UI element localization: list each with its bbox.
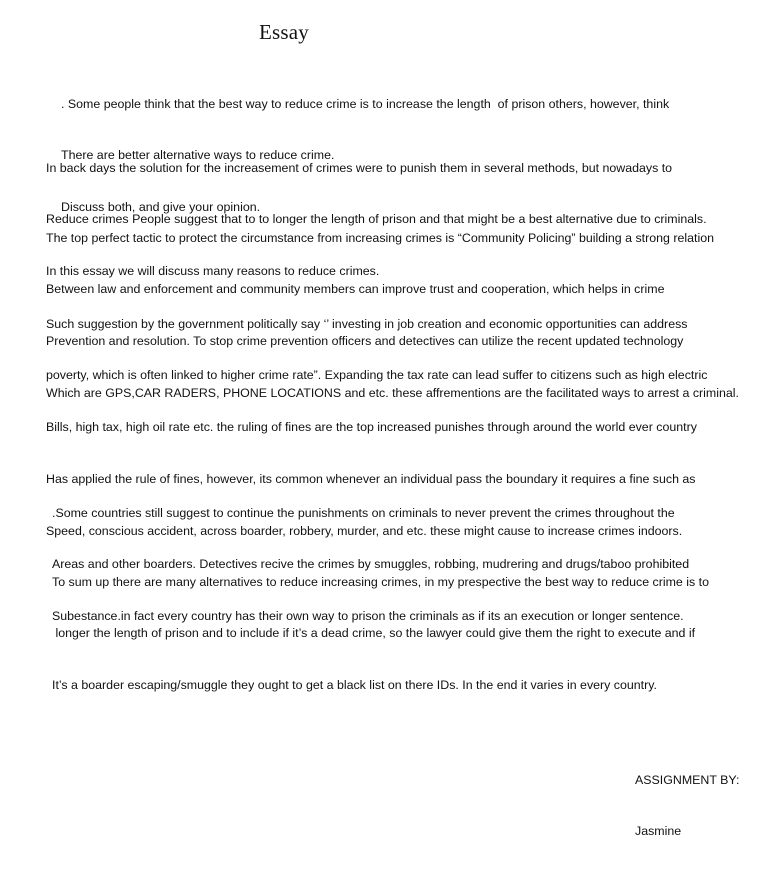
prompt-line: Discuss both, and give your opinion. — [61, 200, 261, 215]
paragraph-line: poverty, which is often linked to higher crime rate”. Expanding the tax rate can lead suffer to citizens such as high electric — [46, 368, 708, 383]
signature-label: ASSIGNMENT BY: — [635, 772, 740, 787]
paragraph-line: Has applied the rule of fines, however, its common whenever an individual pass the boundary it requires a fine such as — [46, 472, 696, 487]
paragraph-line: Subestance.in fact every country has their own way to prison the criminals as if its an execution or longer sentence. — [52, 609, 684, 624]
paragraph-line: It’s a boarder escaping/smuggle they ought to get a black list on there IDs. In the end it varies in every country. — [52, 678, 657, 693]
prompt-line: . Some people think that the best way to reduce crime is to increase the length of prison others, however, think — [61, 96, 670, 111]
conclusion-paragraph — [52, 539, 709, 729]
signature-block — [635, 737, 739, 875]
paragraph-line: longer the length of prison and to include if it’s a dead crime, so the lawyer could give them the right to execute and if — [52, 626, 696, 641]
paragraph-line: Areas and other boarders. Detectives recive the crimes by smuggles, robbing, mudrering and drugs/taboo prohibited — [52, 557, 690, 572]
paragraph-line: .Some countries still suggest to continue the punishments on criminals to never prevent the crimes throughout the — [52, 505, 675, 520]
paragraph-line: Between law and enforcement and community members can improve trust and cooperation, which helps in crime — [46, 282, 665, 297]
paragraph-line: In this essay we will discuss many reasons to reduce crimes. — [46, 264, 380, 279]
paragraph-line: Bills, high tax, high oil rate etc. the ruling of fines are the top increased punishes through around the world ever country — [46, 420, 697, 435]
paragraph-line: Such suggestion by the government politically say ‘’ investing in job creation and economic opportunities can address — [46, 316, 688, 331]
author-name: Jasmine — [635, 824, 682, 839]
paragraph-line: Prevention and resolution. To stop crime prevention officers and detectives can utilize the recent updated technology — [46, 334, 684, 349]
paragraph-line: Speed, conscious accident, across boarder, robbery, murder, and etc. these might cause to increase crimes indoors. — [46, 524, 683, 539]
paragraph-line: The top perfect tactic to protect the circumstance from increasing crimes is “Community Policing” building a strong relation — [46, 230, 714, 245]
essay-title: Essay — [259, 20, 309, 44]
paragraph-line: Reduce crimes People suggest that to to longer the length of prison and that might be a best alternative due to criminals. — [46, 212, 707, 227]
paragraph-line: Which are GPS,CAR RADERS, PHONE LOCATIONS and etc. these affrementions are the facilitated ways to arrest a criminal. — [46, 386, 739, 401]
paragraph-line: In back days the solution for the increasement of crimes were to punish them in several methods, but nowadays to — [46, 160, 673, 175]
prompt-line: There are better alternative ways to reduce crime. — [61, 148, 335, 163]
paragraph-line: To sum up there are many alternatives to reduce increasing crimes, in my prespective the best way to reduce crime is to — [52, 574, 709, 589]
